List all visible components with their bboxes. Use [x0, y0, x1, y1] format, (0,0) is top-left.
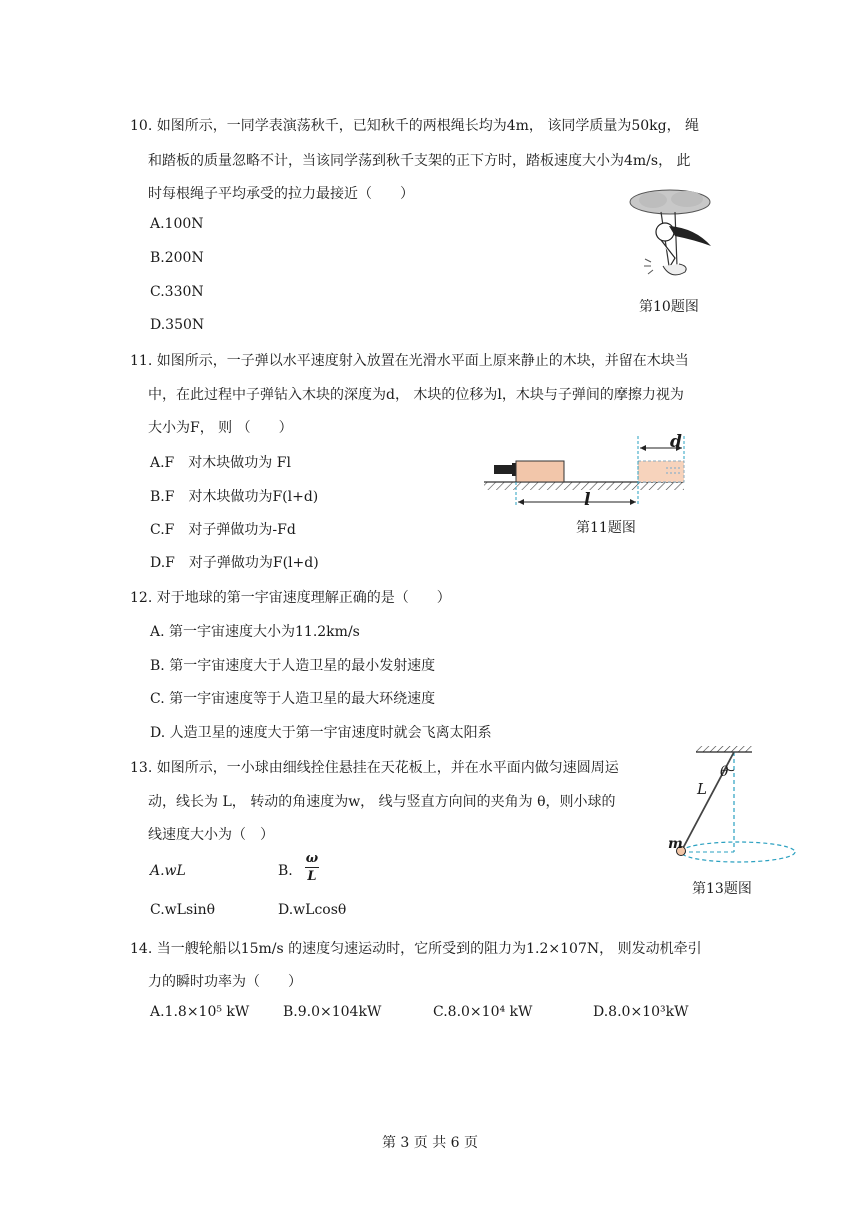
q13-option-b-numerator: ω [305, 851, 319, 866]
q14-option-d: D.8.0×10³kW [593, 1004, 689, 1020]
q12-option-d: D. 人造卫星的速度大于第一宇宙速度时就会飞离太阳系 [150, 725, 492, 741]
q11-caption: 第11题图 [576, 520, 636, 536]
label-m: m [668, 836, 683, 852]
q12-stem: 12. 对于地球的第一宇宙速度理解正确的是（ ） [130, 590, 451, 606]
q11-stem-line2: 中，在此过程中子弹钻入木块的深度为d， 木块的位移为l，木块与子弹间的摩擦力视为 [148, 387, 684, 403]
label-l: l [584, 490, 591, 510]
q11-option-a: A.F 对木块做功为 Fl [150, 455, 291, 471]
q13-option-a: A.wL [150, 863, 186, 879]
q13-option-c: C.wLsinθ [150, 902, 216, 918]
q10-stem-line1: 10. 如图所示，一同学表演荡秋千，已知秋千的两根绳长均为4m， 该同学质量为50kg， 绳 [130, 118, 700, 134]
q10-caption: 第10题图 [639, 299, 699, 315]
q10-option-a: A.100N [150, 216, 204, 232]
q13-stem-line3: 线速度大小为（ ） [148, 827, 274, 843]
q14-option-a: A.1.8×10⁵ kW [150, 1004, 250, 1020]
q12-option-b: B. 第一宇宙速度大于人造卫星的最小发射速度 [150, 658, 436, 674]
q11-option-d: D.F 对子弹做功为F(l+d) [150, 555, 319, 571]
q11-option-b: B.F 对木块做功为F(l+d) [150, 489, 319, 505]
q13-caption: 第13题图 [692, 881, 752, 897]
q10-option-b: B.200N [150, 250, 204, 266]
q13-option-d: D.wLcosθ [278, 902, 347, 918]
q13-option-b-denominator: L [307, 869, 317, 884]
swing-figure [625, 188, 725, 284]
page-footer: 第 3 页 共 6 页 [381, 1135, 479, 1151]
label-theta: θ [720, 764, 729, 780]
q13-stem-line2: 动，线长为 L， 转动的角速度为w， 线与竖直方向间的夹角为 θ，则小球的 [148, 794, 616, 810]
label-L: L [697, 780, 707, 798]
q13-stem-line1: 13. 如图所示，一小球由细线拴住悬挂在天花板上，并在水平面内做匀速圆周运 [130, 760, 619, 776]
q12-option-c: C. 第一宇宙速度等于人造卫星的最大环绕速度 [150, 691, 436, 707]
fraction-bar [305, 867, 319, 868]
q11-stem-line1: 11. 如图所示，一子弹以水平速度射入放置在光滑水平面上原来静止的木块，并留在木块当 [130, 353, 689, 369]
q11-option-c: C.F 对子弹做功为-Fd [150, 522, 296, 538]
q12-option-a: A. 第一宇宙速度大小为11.2km/s [150, 624, 360, 640]
label-d: d [670, 432, 682, 452]
q13-option-b-prefix: B. [278, 863, 293, 879]
q10-option-c: C.330N [150, 284, 204, 300]
q14-option-b: B.9.0×104kW [283, 1004, 382, 1020]
q10-option-d: D.350N [150, 317, 205, 333]
q11-stem-line3: 大小为F， 则 （ ） [148, 420, 293, 436]
q10-stem-line3: 时每根绳子平均承受的拉力最接近（ ） [148, 186, 414, 202]
q10-stem-line2: 和踏板的质量忽略不计，当该同学荡到秋千支架的正下方时，踏板速度大小为4m/s， 此 [148, 153, 691, 169]
q14-stem-line2: 力的瞬时功率为（ ） [148, 974, 302, 990]
q14-option-c: C.8.0×10⁴ kW [433, 1004, 533, 1020]
pendulum-figure [670, 742, 790, 872]
q14-stem-line1: 14. 当一艘轮船以15m/s 的速度匀速运动时，它所受到的阻力为1.2×107N， 则发动机牵引 [130, 941, 702, 957]
